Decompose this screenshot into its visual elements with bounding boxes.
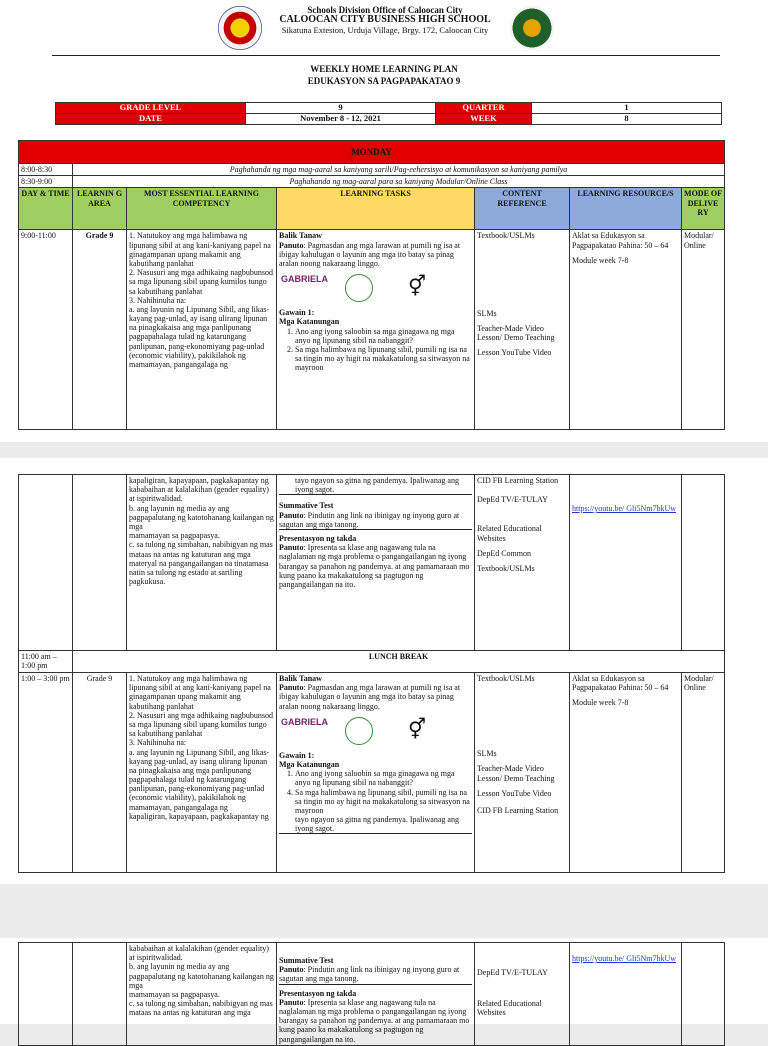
panuto-label: Panuto	[279, 965, 304, 975]
competency-item-1: Natutukoy ang mga halimbawa ng lipunang sibil at ang kani-kaniyang papel na ginagampanan upang makamit ang kabutihang panlahat	[129, 231, 271, 268]
katanungan-heading: Mga Katanungan	[279, 317, 340, 327]
competency-b: b. ang layunin ng media ay ang pagpapalutang ng katotohanang kailangan ng mga	[129, 962, 274, 990]
header-rule	[52, 55, 720, 56]
col-learning-resources: LEARNING RESOURCE/S	[570, 188, 682, 230]
resource-module: Module week 7-8	[572, 255, 629, 265]
competency-a5: kababaihan at kalalakihan (gender equality) at ispiritwalidad.	[129, 485, 269, 504]
ref-related-websites: Related Educational Websites	[477, 999, 542, 1018]
prep-time-1: 8:00-8:30	[19, 164, 73, 176]
presentasyon-heading: Presentasyon ng takda	[279, 533, 357, 543]
ref-textbook: Textbook/USLMs	[477, 674, 535, 683]
competency-item-3: Nahihinuha na:	[137, 738, 187, 748]
division-name: Schools Division Office of Caloocan City	[307, 5, 463, 15]
resource-aklat: Aklat sa Edukasyon sa Pagpapakatao Pahina: 50 – 64	[572, 231, 669, 250]
competency-a1: a. ang layunin ng Lipunang Sibil, ang likas-kayang pag-unlad, ay isang ulirang lipunan	[129, 304, 270, 324]
plan-title: WEEKLY HOME LEARNING PLAN	[310, 64, 458, 74]
col-day-time: DAY & TIME	[19, 188, 73, 230]
competency-a5: kababaihan at kalalakihan (gender equality) at ispiritwalidad.	[129, 944, 269, 963]
schedule-table-continued	[18, 474, 725, 873]
letterhead	[0, 0, 768, 60]
quarter-label: QUARTER	[436, 103, 532, 114]
ref-deped-tv: DepEd TV/E-TULAY	[477, 968, 548, 977]
session2-resources	[570, 673, 682, 873]
competency-c3: pagkukusa.	[129, 577, 166, 587]
gender-equality-icon: ⚥	[407, 276, 427, 299]
ref-teacher-video: Teacher-Made Video Lesson/ Demo Teaching	[477, 323, 555, 342]
session2-competency: 1. Natutukoy ang mga halimbawa ng lipunang sibil at ang kani-kaniyang papel na ginagampanan upang makamit ang kabutihang panlahat 2. Nasusuri ang mga adhikaing nagbubunsod sa mga lipunang sibil upang kumilos tungo sa kabutihang panlahat 3. Nahihinuha na: a. ang layunin ng Lipunang Sibil, ang likas-kayang pag-unlad, ay isang ulirang lipunan na pinagkakaisa ang mga panlipunang pagpapahalaga tulad ng katarungang panlipunan, pang-ekonomiyang pag-unlad (economic viability), pakikilahok ng mamamayan, pangangalaga ng kapaligiran, kapayapaan, pagkakapantay ng	[127, 673, 277, 873]
competency-a3: mamamayan, pangangalaga ng	[129, 360, 228, 369]
panuto-label: Panuto	[279, 997, 304, 1007]
balik-tanaw-panuto: : Pagmasdan ang mga larawan at pumili ng isa at ibigay kahulugan o layunin ang mga ito batay sa pinag aralan noong nakaraang linggo.	[279, 240, 461, 268]
week-label: WEEK	[436, 113, 532, 124]
date-value: November 8 - 12, 2021	[246, 113, 436, 124]
session1-content-ref	[475, 230, 570, 430]
session1-time: 9:00-11:00	[19, 230, 73, 430]
competency-item-1: Natutukoy ang mga halimbawa ng lipunang sibil at ang kani-kaniyang papel na ginagampanan upang makamit ang kabutihang panlahat	[129, 674, 271, 711]
quarter-value: 1	[532, 103, 722, 114]
paws-logo	[345, 717, 373, 745]
page-1	[0, 0, 768, 442]
gawain-heading: Gawain 1:	[279, 750, 315, 760]
competency-c: c. sa tulong ng simbahan, nabibigyan ng mas mataas na antas ng katuturan ang mga	[129, 999, 273, 1018]
school-address: Sikatuna Extesion, Urduja Village, Brgy. 172, Caloocan City	[281, 24, 489, 35]
balik-tanaw-heading: Balik Tanaw	[279, 231, 322, 241]
gabriela-logo: GABRIELA	[281, 274, 328, 285]
presentasyon-heading: Presentasyon ng takda	[279, 988, 357, 998]
question-2: 4. Sa mga halimbawa ng lipunang sibil, pumili ng isa na sa tingin mo ay higit na makakatulong sa sitwasyon na mayroon	[295, 788, 472, 816]
question-2-continued: tayo ngayon sa gitna ng pandemya. Ipaliwanag ang iyong sagot.	[279, 476, 472, 495]
tasks-continued	[277, 475, 475, 651]
paws-logo	[345, 274, 373, 302]
session2-tasks	[277, 673, 475, 873]
ref-youtube-video: Lesson YouTube Video	[477, 348, 552, 358]
day-header: MONDAY	[19, 141, 725, 164]
page-2	[0, 458, 768, 884]
resources-continued	[570, 943, 682, 1046]
summative-heading: Summative Test	[279, 956, 334, 965]
resources-continued	[570, 475, 682, 651]
competency-continued	[127, 475, 277, 651]
panuto-label: Panuto	[279, 543, 304, 553]
session2-time: 1:00 – 3:00 pm	[19, 673, 73, 873]
summative-panuto: : Pindutin ang link na ibinigay ng inyong guro at sagutan ang mga tanong.	[279, 510, 460, 529]
session2-mode: Modular/ Online	[682, 673, 725, 873]
session2-grade: Grade 9	[73, 673, 127, 873]
youtube-link[interactable]: https://youtu.be/ Gli5Nm7bkUw	[572, 954, 676, 963]
panuto-label: Panuto	[279, 510, 304, 520]
school-name: CALOOCAN CITY BUSINESS HIGH SCHOOL	[279, 14, 491, 26]
prep-activity-2: Paghahanda ng mag-aaral para sa kaniyang Modular/Online Class	[73, 176, 725, 188]
question-1: 1. Ano ang iyong saloobin sa mga ginagawa ng mga anyo ng lipunang sibil na nabanggit?	[295, 327, 472, 345]
competency-b2: mamamayan sa pagpapasya.	[129, 531, 220, 541]
session1-grade: Grade 9	[73, 230, 127, 430]
competency-c2: materyal na pangangailangan na tinatamasa natin sa tulong ng estado at sariling	[129, 558, 269, 577]
col-learning-area: LEARNIN G AREA	[73, 188, 127, 230]
panuto-label: Panuto	[279, 683, 304, 693]
gawain-heading: Gawain 1:	[279, 308, 315, 318]
competency-a2: na pinagkakaisa ang mga panlipunang pagpapahalaga tulad ng katarungang panlipunan, pang-ekonomiyang pag-unlad (economic viability), pakikilahok ng	[129, 765, 265, 803]
ref-cid-fb: CID FB Learning Station	[477, 476, 559, 485]
ref-youtube-video: Lesson YouTube Video	[477, 788, 552, 798]
col-learning-tasks: LEARNING TASKS	[277, 188, 475, 230]
date-label: DATE	[56, 113, 246, 124]
ref-slms: SLMs	[477, 749, 497, 759]
subject-title: EDUKASYON SA PAGPAPAKATAO 9	[307, 76, 461, 86]
competency-a3: mamamayan, pangangalaga ng	[129, 802, 228, 812]
school-seal-logo	[510, 6, 554, 50]
ref-deped-common: DepEd Common	[477, 548, 531, 558]
session1-competency: 1. Natutukoy ang mga halimbawa ng lipunang sibil at ang kani-kaniyang papel na ginagampanan upang makamit ang kabutihang panlahat 2. Nasusuri ang mga adhikaing nagbubunsod sa mga lipunang sibil upang kumilos tungo sa kabutihang panlahat 3. Nahihinuha na: a. ang layunin ng Lipunang Sibil, ang likas-kayang pag-unlad, ay isang ulirang lipunan na pinagkakaisa ang mga panlipunang pagpapahalaga tulad ng katarungang panlipunan, pang-ekonomiyang pag-unlad (economic viability), pakikilahok ng mamamayan, pangangalaga ng	[127, 230, 277, 430]
competency-continued	[127, 943, 277, 1046]
content-ref-continued	[475, 475, 570, 651]
week-value: 8	[532, 113, 722, 124]
balik-tanaw-panuto: : Pagmasdan ang mga larawan at pumili ng isa at ibigay kahulugan o layunin ang mga ito batay sa pinag aralan noong nakaraang linggo.	[279, 683, 461, 711]
question-1: 1. Ano ang iyong saloobin sa mga ginagawa ng mga anyo ng lipunang sibil na nabanggit?	[295, 769, 472, 787]
ref-cid-fb: CID FB Learning Station	[477, 805, 559, 815]
presentasyon-panuto: : Ipresenta sa klase ang nagawang tula na naglalaman ng mga problema o pangangailangan ng iyong barangay sa panahon ng pandemya. at ang pamamaraan mo kung paano ka makakatulong sa pagtugon ng pangangailangan na ito.	[279, 543, 470, 589]
ref-slms: SLMs	[477, 308, 497, 318]
content-ref-continued	[475, 943, 570, 1046]
ref-textbook: Textbook/USLMs	[477, 231, 535, 241]
col-content-reference: CONTENT REFERENCE	[475, 188, 570, 230]
col-mode-of-delivery: MODE OF DELIVE RY	[682, 188, 725, 230]
competency-c: c. sa tulong ng simbahan, nabibigyan ng mas mataas na antas ng katuturan ang mga	[129, 540, 273, 559]
resource-module: Module week 7-8	[572, 698, 629, 708]
competency-a1: a. ang layunin ng Lipunang Sibil, ang likas-kayang pag-unlad, ay isang ulirang lipunan	[129, 747, 270, 766]
session2-content-ref	[475, 673, 570, 873]
grade-level-label: GRADE LEVEL	[56, 103, 246, 114]
competency-b: b. ang layunin ng media ay ang pagpapalutang ng katotohanang kailangan ng mga	[129, 503, 274, 531]
tasks-continued	[277, 943, 475, 1046]
presentasyon-panuto: : Ipresenta sa klase ang nagawang tula na naglalaman ng mga problema o pangangailangan ng iyong barangay sa panahon ng pandemya. at ang pamamaraan mo kung paano ka makakatulong sa pagtugon ng pangangailangan na ito.	[279, 997, 470, 1044]
question-2: 2. Sa mga halimbawa ng lipunang sibil, pumili ng isa na sa tingin mo ay higit na makakatulong sa sitwasyon na mayroon	[295, 345, 472, 373]
competency-a4: kapaligiran, kapayapaan, pagkakapantay ng	[129, 811, 269, 821]
session1-tasks	[277, 230, 475, 430]
summative-panuto: : Pindutin ang link na ibinigay ng inyong guro at sagutan ang mga tanong.	[279, 965, 460, 984]
ref-related-websites: Related Educational Websites	[477, 524, 542, 543]
katanungan-heading: Mga Katanungan	[279, 759, 340, 769]
lunch-time: 11:00 am – 1:00 pm	[19, 651, 73, 673]
session1-resources	[570, 230, 682, 430]
competency-item-2: Nasusuri ang mga adhikaing nagbubunsod sa mga lipunang sibil upang kumilos tungo sa kabutihang panlahat	[129, 268, 273, 296]
gender-equality-icon: ⚥	[407, 718, 427, 741]
gabriela-logo: GABRIELA	[281, 716, 328, 727]
prep-time-2: 8:30-9:00	[19, 176, 73, 188]
civil-society-images	[279, 715, 472, 747]
col-competency: MOST ESSENTIAL LEARNING COMPETENCY	[127, 188, 277, 230]
ref-teacher-video: Teacher-Made Video Lesson/ Demo Teaching	[477, 764, 555, 783]
resource-aklat: Aklat sa Edukasyon sa Pagpapakatao Pahina: 50 – 64	[572, 674, 669, 693]
division-seal-logo	[218, 6, 262, 50]
info-table	[55, 102, 722, 125]
balik-tanaw-heading: Balik Tanaw	[279, 674, 322, 683]
civil-society-images	[279, 272, 472, 304]
summative-heading: Summative Test	[279, 501, 334, 511]
panuto-label: Panuto	[279, 240, 304, 250]
competency-a2: na pinagkakaisa ang mga panlipunang pagpapahalaga tulad ng katarungang panlipunan, pang-ekonomiyang pag-unlad (economic viability), pakikilahok ng	[129, 323, 265, 360]
competency-a4: kapaligiran, kapayapaan, pagkakapantay ng	[129, 476, 269, 485]
competency-item-3: Nahihinuha na:	[137, 295, 187, 305]
youtube-link[interactable]: https://youtu.be/ Gli5Nm7bkUw	[572, 504, 676, 513]
competency-b2: mamamayan sa pagpapasya.	[129, 989, 220, 999]
prep-activity-1: Paghahanda ng mga mag-aaral sa kaniyang sarili/Pag-eehersisyo at komunikasyon sa kaniyang pamilya	[73, 164, 725, 176]
ref-deped-tv: DepEd TV/E-TULAY	[477, 495, 548, 505]
schedule-table	[18, 140, 725, 430]
competency-item-2: Nasusuri ang mga adhikaing nagbubunsod sa mga lipunang sibil upang kumilos tungo sa kabutihang panlahat	[129, 710, 273, 739]
grade-level-value: 9	[246, 103, 436, 114]
ref-textbook-2: Textbook/USLMs	[477, 563, 535, 573]
lunch-break: LUNCH BREAK	[73, 651, 725, 673]
school-header	[262, 6, 508, 35]
session1-mode: Modular/ Online	[682, 230, 725, 430]
question-2-continued: tayo ngayon sa gitna ng pandemya. Ipaliwanag ang iyong sagot.	[279, 815, 472, 834]
schedule-table-page3	[18, 942, 725, 1046]
page-3	[0, 938, 768, 1044]
